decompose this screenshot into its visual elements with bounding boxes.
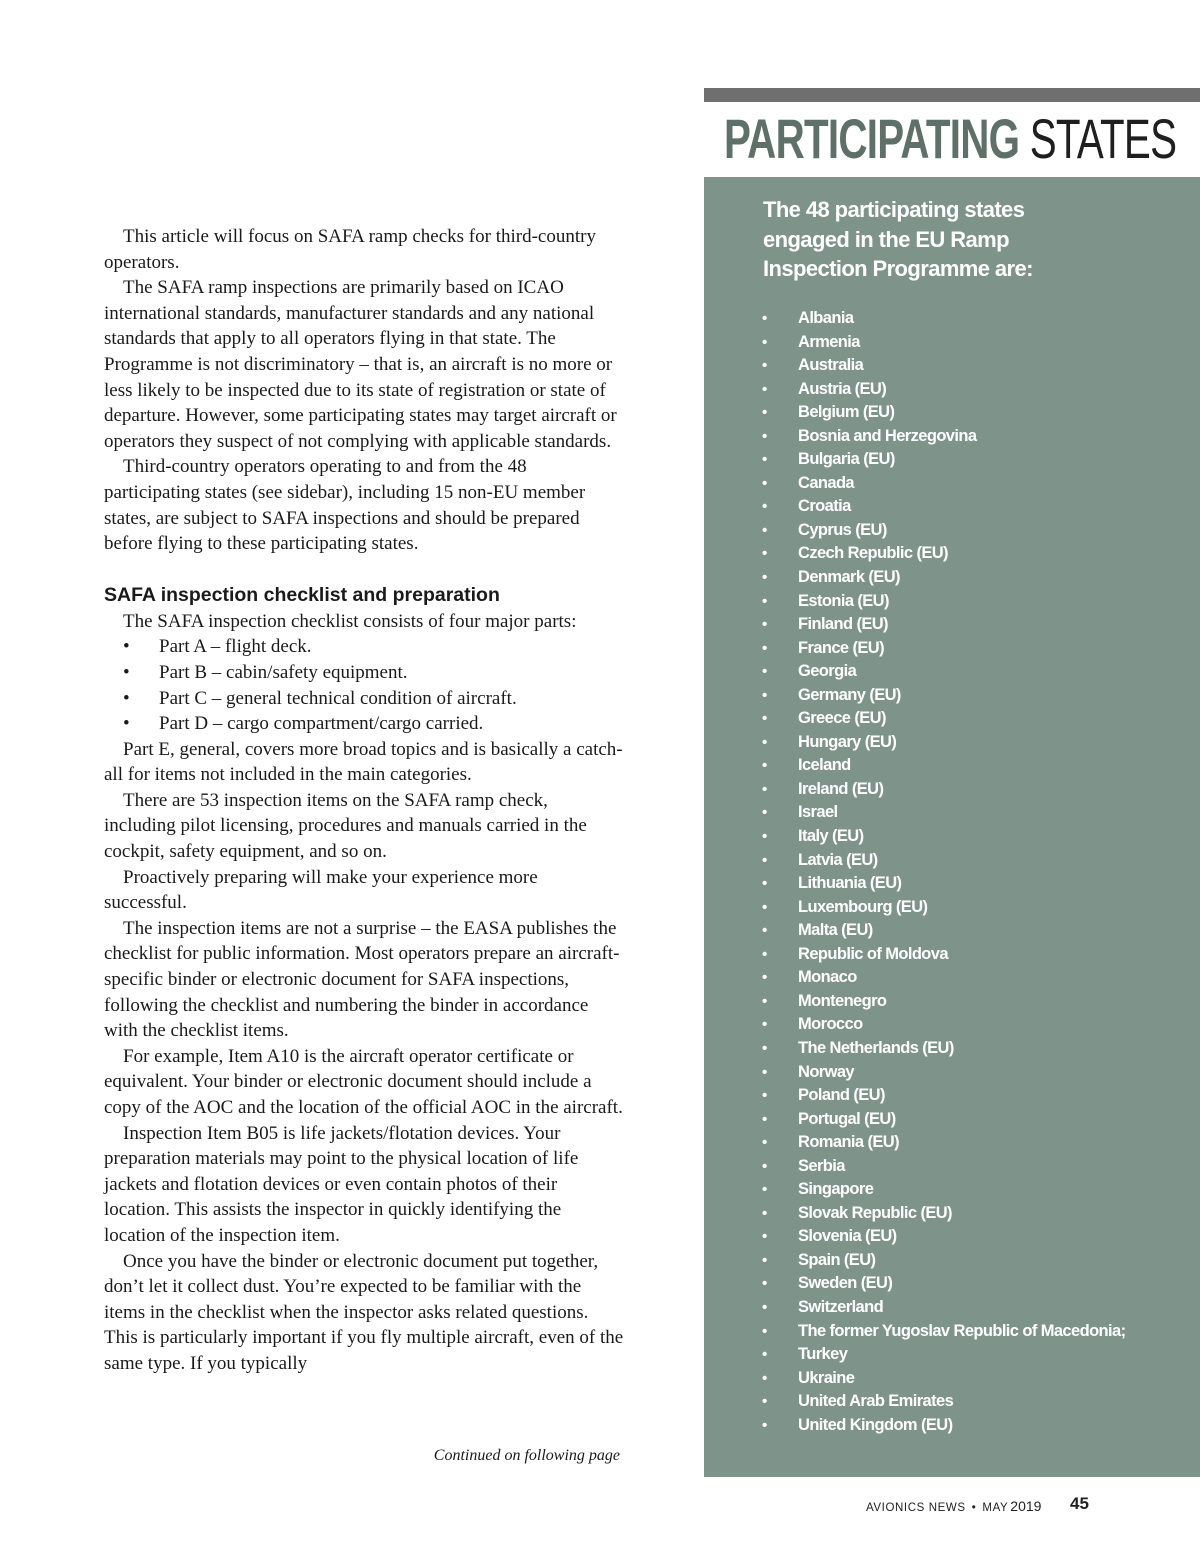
checklist-item-label: Part D – cargo compartment/cargo carried.	[159, 713, 484, 735]
state-name: Italy (EU)	[798, 827, 864, 846]
states-list	[762, 307, 1192, 1437]
bullet-icon: •	[762, 686, 767, 704]
state-name: Latvia (EU)	[798, 850, 878, 869]
state-name: Australia	[798, 356, 864, 375]
state-name: Switzerland	[798, 1297, 884, 1316]
bullet-icon: •	[762, 851, 767, 869]
state-item	[762, 966, 1192, 990]
checklist-item-label: Part A – flight deck.	[159, 636, 312, 658]
state-item	[762, 731, 1192, 755]
state-item	[762, 542, 1192, 566]
bullet-icon: •	[762, 1416, 767, 1434]
sidebar-title	[724, 106, 1177, 172]
state-name: Portugal (EU)	[798, 1109, 896, 1128]
state-name: Montenegro	[798, 991, 887, 1010]
bullet-icon: •	[762, 1369, 767, 1387]
state-item	[762, 801, 1192, 825]
state-name: Croatia	[798, 497, 851, 516]
bullet-icon: •	[762, 1039, 767, 1057]
state-item	[762, 378, 1192, 402]
paragraph: The inspection items are not a surprise – the EASA publishes the checklist for public information. Most operators prepare an aircraft-specific binder or electronic document for SAFA inspections, following the checklist and numbering the binder in accordance with the checklist items.	[104, 917, 620, 1042]
bullet-icon: •	[762, 969, 767, 987]
state-name: Iceland	[798, 756, 851, 775]
article-column	[104, 224, 624, 1377]
bullet-icon: •	[762, 357, 767, 375]
state-name: Norway	[798, 1062, 855, 1081]
bullet-icon: •	[762, 1110, 767, 1128]
bullet-icon: •	[123, 713, 130, 735]
state-item	[762, 1225, 1192, 1249]
checklist-item	[104, 711, 624, 737]
state-name: Cyprus (EU)	[798, 520, 887, 539]
state-item	[762, 1367, 1192, 1391]
bullet-icon: •	[762, 569, 767, 587]
bullet-icon: •	[762, 780, 767, 798]
state-name: Lithuania (EU)	[798, 874, 902, 893]
checklist-parts	[104, 634, 624, 736]
state-name: Turkey	[798, 1345, 848, 1364]
state-item	[762, 1178, 1192, 1202]
footer-separator: •	[971, 1500, 977, 1514]
state-name: The former Yugoslav Republic of Macedonia;	[798, 1321, 1126, 1340]
state-item	[762, 707, 1192, 731]
state-item	[762, 1155, 1192, 1179]
state-item	[762, 1296, 1192, 1320]
footer-year: 2019	[1010, 1498, 1042, 1514]
state-name: United Kingdom (EU)	[798, 1415, 953, 1434]
bullet-icon: •	[762, 922, 767, 940]
state-name: Estonia (EU)	[798, 591, 889, 610]
state-name: Albania	[798, 309, 854, 327]
state-item	[762, 495, 1192, 519]
bullet-icon: •	[762, 828, 767, 846]
state-name: Malta (EU)	[798, 921, 873, 940]
bullet-icon: •	[762, 1157, 767, 1175]
bullet-icon: •	[762, 875, 767, 893]
state-name: Armenia	[798, 332, 860, 351]
page-number: 45	[1070, 1494, 1089, 1513]
bullet-icon: •	[762, 498, 767, 516]
paragraph: Part E, general, covers more broad topics and is basically a catch-all for items not included in the main categories.	[104, 738, 623, 786]
state-name: Ukraine	[798, 1368, 855, 1387]
intro-paragraphs	[104, 224, 624, 557]
paragraph: Once you have the binder or electronic document put together, don’t let it collect dust. You’re expected to be familiar with the items in the checklist when the inspector asks related questions. This is particularly important if you fly multiple aircraft, even of the same type. If you typically	[104, 1250, 624, 1374]
state-item	[762, 1108, 1192, 1132]
state-name: Canada	[798, 473, 855, 492]
checklist-intro: The SAFA inspection checklist consists of four major parts:	[123, 610, 577, 632]
bullet-icon: •	[762, 1181, 767, 1199]
bullet-icon: •	[762, 1134, 767, 1152]
state-name: Israel	[798, 803, 838, 822]
state-name: Serbia	[798, 1156, 845, 1175]
state-name: Bosnia and Herzegovina	[798, 426, 977, 445]
state-item	[762, 1131, 1192, 1155]
bullet-icon: •	[762, 1346, 767, 1364]
bullet-icon: •	[762, 945, 767, 963]
state-name: Luxembourg (EU)	[798, 897, 928, 916]
bullet-icon: •	[123, 687, 130, 709]
paragraph: There are 53 inspection items on the SAFA ramp check, including pilot licensing, procedures and manuals carried in the cockpit, safety equipment, and so on.	[104, 789, 587, 863]
state-item	[762, 1272, 1192, 1296]
paragraph: This article will focus on SAFA ramp checks for third-country operators.	[104, 226, 596, 273]
state-name: The Netherlands (EU)	[798, 1038, 954, 1057]
state-item	[762, 1037, 1192, 1061]
state-item	[762, 401, 1192, 425]
state-item	[762, 825, 1192, 849]
state-item	[762, 660, 1192, 684]
checklist-item-label: Part C – general technical condition of aircraft.	[159, 687, 517, 709]
sidebar-box	[704, 177, 1200, 1477]
state-item	[762, 684, 1192, 708]
state-name: Germany (EU)	[798, 685, 901, 704]
bullet-icon: •	[762, 1298, 767, 1316]
checklist-item-label: Part B – cabin/safety equipment.	[159, 661, 408, 683]
bullet-icon: •	[762, 474, 767, 492]
bullet-icon: •	[762, 898, 767, 916]
state-name: Austria (EU)	[798, 379, 887, 398]
bullet-icon: •	[762, 310, 767, 327]
paragraph: Third-country operators operating to and from the 48 participating states (see sidebar), including 15 non-EU member states, are subject to SAFA inspections and should be prepared before flying to these participating states.	[104, 456, 586, 555]
bullet-icon: •	[762, 1393, 767, 1411]
state-item	[762, 331, 1192, 355]
state-item	[762, 354, 1192, 378]
state-name: Romania (EU)	[798, 1133, 899, 1152]
state-item	[762, 1390, 1192, 1414]
state-item	[762, 425, 1192, 449]
state-name: Czech Republic (EU)	[798, 544, 948, 563]
state-name: Sweden (EU)	[798, 1274, 893, 1293]
state-name: Belgium (EU)	[798, 403, 895, 422]
state-name: Finland (EU)	[798, 615, 888, 634]
bullet-icon: •	[762, 616, 767, 634]
state-name: Slovak Republic (EU)	[798, 1203, 952, 1222]
bullet-icon: •	[762, 663, 767, 681]
page-footer	[866, 1494, 1096, 1514]
state-name: France (EU)	[798, 638, 885, 657]
paragraph: The SAFA ramp inspections are primarily based on ICAO international standards, manufacturer standards and any national standards that apply to all operators flying in that state. The Programme is not discriminatory – that is, an aircraft is no more or less likely to be inspected due to its state of registration or state of departure. However, some participating states may target aircraft or operators they suspect of not complying with applicable standards.	[104, 277, 617, 452]
state-item	[762, 519, 1192, 543]
state-name: Spain (EU)	[798, 1250, 876, 1269]
state-item	[762, 872, 1192, 896]
state-name: Georgia	[798, 662, 857, 681]
sidebar-title-light: STATES	[1029, 107, 1177, 170]
paragraph: Proactively preparing will make your experience more successful.	[104, 866, 538, 914]
sidebar-top-bar	[704, 88, 1200, 102]
state-item	[762, 919, 1192, 943]
bullet-icon: •	[123, 636, 130, 658]
bullet-icon: •	[762, 333, 767, 351]
state-item	[762, 1320, 1192, 1344]
bullet-icon: •	[762, 521, 767, 539]
bullet-icon: •	[123, 661, 130, 683]
state-name: Morocco	[798, 1015, 863, 1034]
state-name: Monaco	[798, 968, 857, 987]
footer-publication: AVIONICS NEWS	[866, 1502, 966, 1514]
bullet-icon: •	[762, 545, 767, 563]
state-name: Republic of Moldova	[798, 944, 948, 963]
bullet-icon: •	[762, 592, 767, 610]
bullet-icon: •	[762, 804, 767, 822]
bullet-icon: •	[762, 1322, 767, 1340]
state-item	[762, 307, 1192, 331]
state-item	[762, 590, 1192, 614]
state-item	[762, 472, 1192, 496]
footer-month: MAY	[982, 1502, 1009, 1514]
state-name: Ireland (EU)	[798, 779, 884, 798]
bullet-icon: •	[762, 427, 767, 445]
state-item	[762, 1343, 1192, 1367]
state-item	[762, 990, 1192, 1014]
state-item	[762, 849, 1192, 873]
sidebar-intro: The 48 participating states engaged in the EU Ramp Inspection Programme are:	[763, 197, 1033, 281]
bullet-icon: •	[762, 451, 767, 469]
checklist-item	[104, 660, 624, 686]
bullet-icon: •	[762, 733, 767, 751]
state-name: Slovenia (EU)	[798, 1227, 897, 1246]
state-item	[762, 1202, 1192, 1226]
state-item	[762, 613, 1192, 637]
state-item	[762, 1061, 1192, 1085]
state-name: Singapore	[798, 1180, 874, 1199]
state-item	[762, 1084, 1192, 1108]
state-item	[762, 1414, 1192, 1438]
bullet-icon: •	[762, 639, 767, 657]
bullet-icon: •	[762, 1204, 767, 1222]
state-item	[762, 754, 1192, 778]
bullet-icon: •	[762, 992, 767, 1010]
section-heading: SAFA inspection checklist and preparation	[104, 583, 500, 606]
state-name: Hungary (EU)	[798, 732, 897, 751]
state-item	[762, 1013, 1192, 1037]
state-item	[762, 448, 1192, 472]
sidebar-title-bold: PARTICIPATING	[724, 107, 1020, 170]
continued-note: Continued on following page	[433, 1447, 620, 1464]
checklist-item	[104, 634, 624, 660]
bullet-icon: •	[762, 1251, 767, 1269]
paragraph: Inspection Item B05 is life jackets/flotation devices. Your preparation materials may point to the physical location of life jackets and flotation devices or even contain photos of their location. This assists the inspector in quickly identifying the location of the inspection item.	[104, 1122, 579, 1246]
bullet-icon: •	[762, 757, 767, 775]
state-name: Bulgaria (EU)	[798, 450, 895, 469]
state-name: Greece (EU)	[798, 709, 886, 728]
state-item	[762, 896, 1192, 920]
state-item	[762, 778, 1192, 802]
bullet-icon: •	[762, 1228, 767, 1246]
bullet-icon: •	[762, 710, 767, 728]
bullet-icon: •	[762, 380, 767, 398]
bullet-icon: •	[762, 1275, 767, 1293]
bullet-icon: •	[762, 404, 767, 422]
state-name: United Arab Emirates	[798, 1392, 954, 1411]
paragraph: For example, Item A10 is the aircraft operator certificate or equivalent. Your binder or electronic document should include a copy of the AOC and the location of the official AOC in the aircraft.	[104, 1045, 623, 1118]
state-item	[762, 1249, 1192, 1273]
checklist-item	[104, 686, 624, 712]
state-item	[762, 566, 1192, 590]
bullet-icon: •	[762, 1087, 767, 1105]
state-name: Poland (EU)	[798, 1086, 885, 1105]
bullet-icon: •	[762, 1063, 767, 1081]
state-item	[762, 943, 1192, 967]
state-name: Denmark (EU)	[798, 568, 900, 587]
state-item	[762, 637, 1192, 661]
body-paragraphs	[104, 737, 624, 1377]
bullet-icon: •	[762, 1016, 767, 1034]
